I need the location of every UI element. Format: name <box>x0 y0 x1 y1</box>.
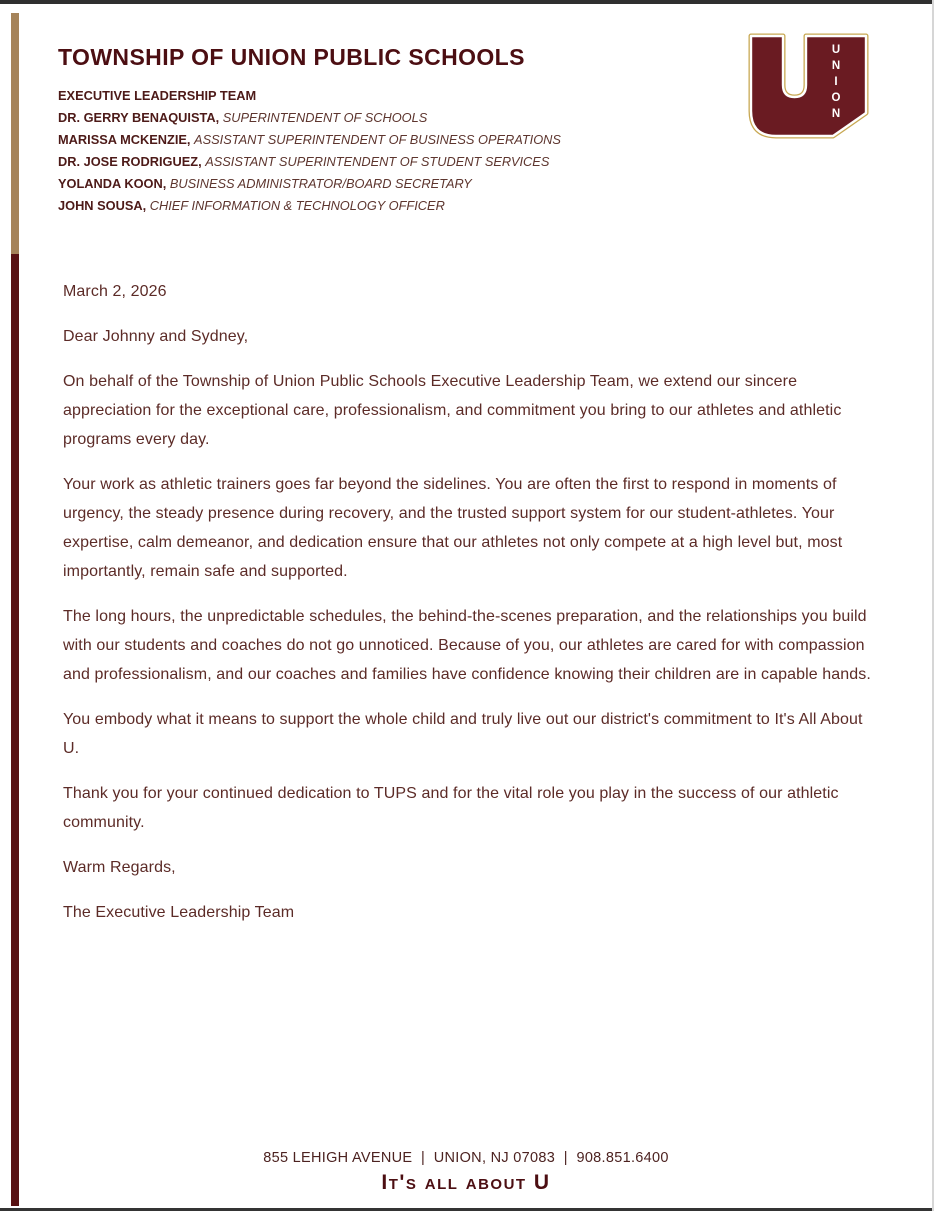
member-name: YOLANDA KOON, <box>58 176 167 191</box>
letter-paragraph: Your work as athletic trainers goes far beyond the sidelines. You are often the first to respond in moments of urgency, the steady presence during recovery, and the trusted support system for our student-athletes. Your expertise, calm demeanor, and dedication ensure that our athletes not only compete at a high level but, most importantly, remain safe and supported. <box>63 476 843 580</box>
district-title: TOWNSHIP OF UNION PUBLIC SCHOOLS <box>58 44 525 70</box>
left-accent-stripe-maroon <box>11 254 19 1206</box>
leadership-member <box>58 107 561 129</box>
member-role: BUSINESS ADMINISTRATOR/BOARD SECRETARY <box>169 176 472 191</box>
letter-paragraph: The long hours, the unpredictable schedules, the behind-the-scenes preparation, and the relationships you build with our students and coaches do not go unnoticed. Because of you, our athletes are cared for with compassion and professionalism, and our coaches and families have confidence knowing their children are in capable hands. <box>63 608 871 683</box>
footer-address: 855 LEHIGH AVENUE | UNION, NJ 07083 | 908.851.6400 <box>263 1150 669 1166</box>
letter-closing: Warm Regards, <box>63 859 176 876</box>
letter-paragraph: On behalf of the Township of Union Public Schools Executive Leadership Team, we extend our sincere appreciation for the exceptional care, professionalism, and commitment you bring to our athletes and athletic programs every day. <box>63 373 842 448</box>
leadership-member <box>58 129 561 151</box>
leadership-heading <box>58 85 561 107</box>
member-name: DR. GERRY BENAQUISTA, <box>58 110 220 125</box>
letter-salutation: Dear Johnny and Sydney, <box>63 328 249 345</box>
letter-signature: The Executive Leadership Team <box>63 904 295 921</box>
member-role: CHIEF INFORMATION & TECHNOLOGY OFFICER <box>149 198 445 213</box>
leadership-member <box>58 173 561 195</box>
leadership-list <box>58 85 561 217</box>
leadership-heading-text: EXECUTIVE LEADERSHIP TEAM <box>58 88 257 103</box>
union-u-logo-icon <box>748 33 870 139</box>
member-name: DR. JOSE RODRIGUEZ, <box>58 154 202 169</box>
leadership-member <box>58 151 561 173</box>
letter-date: March 2, 2026 <box>63 283 167 300</box>
top-edge-bar <box>0 0 932 4</box>
member-role: ASSISTANT SUPERINTENDENT OF BUSINESS OPERATIONS <box>194 132 561 147</box>
union-u-shape-icon <box>748 33 870 139</box>
left-accent-stripe-tan <box>11 13 19 254</box>
member-name: MARISSA MCKENZIE, <box>58 132 191 147</box>
letter-paragraph: Thank you for your continued dedication to TUPS and for the vital role you play in the success of our athletic community. <box>63 785 839 831</box>
leadership-member <box>58 195 561 217</box>
letter-body <box>63 277 871 943</box>
page-footer <box>0 1150 932 1195</box>
footer-tagline: It's all about U <box>381 1171 551 1194</box>
member-role: ASSISTANT SUPERINTENDENT OF STUDENT SERVICES <box>205 154 550 169</box>
logo-vertical-text: UNION <box>830 44 842 124</box>
member-role: SUPERINTENDENT OF SCHOOLS <box>222 110 428 125</box>
member-name: JOHN SOUSA, <box>58 198 147 213</box>
letter-paragraph: You embody what it means to support the whole child and truly live out our district's commitment to It's All About U. <box>63 711 863 757</box>
